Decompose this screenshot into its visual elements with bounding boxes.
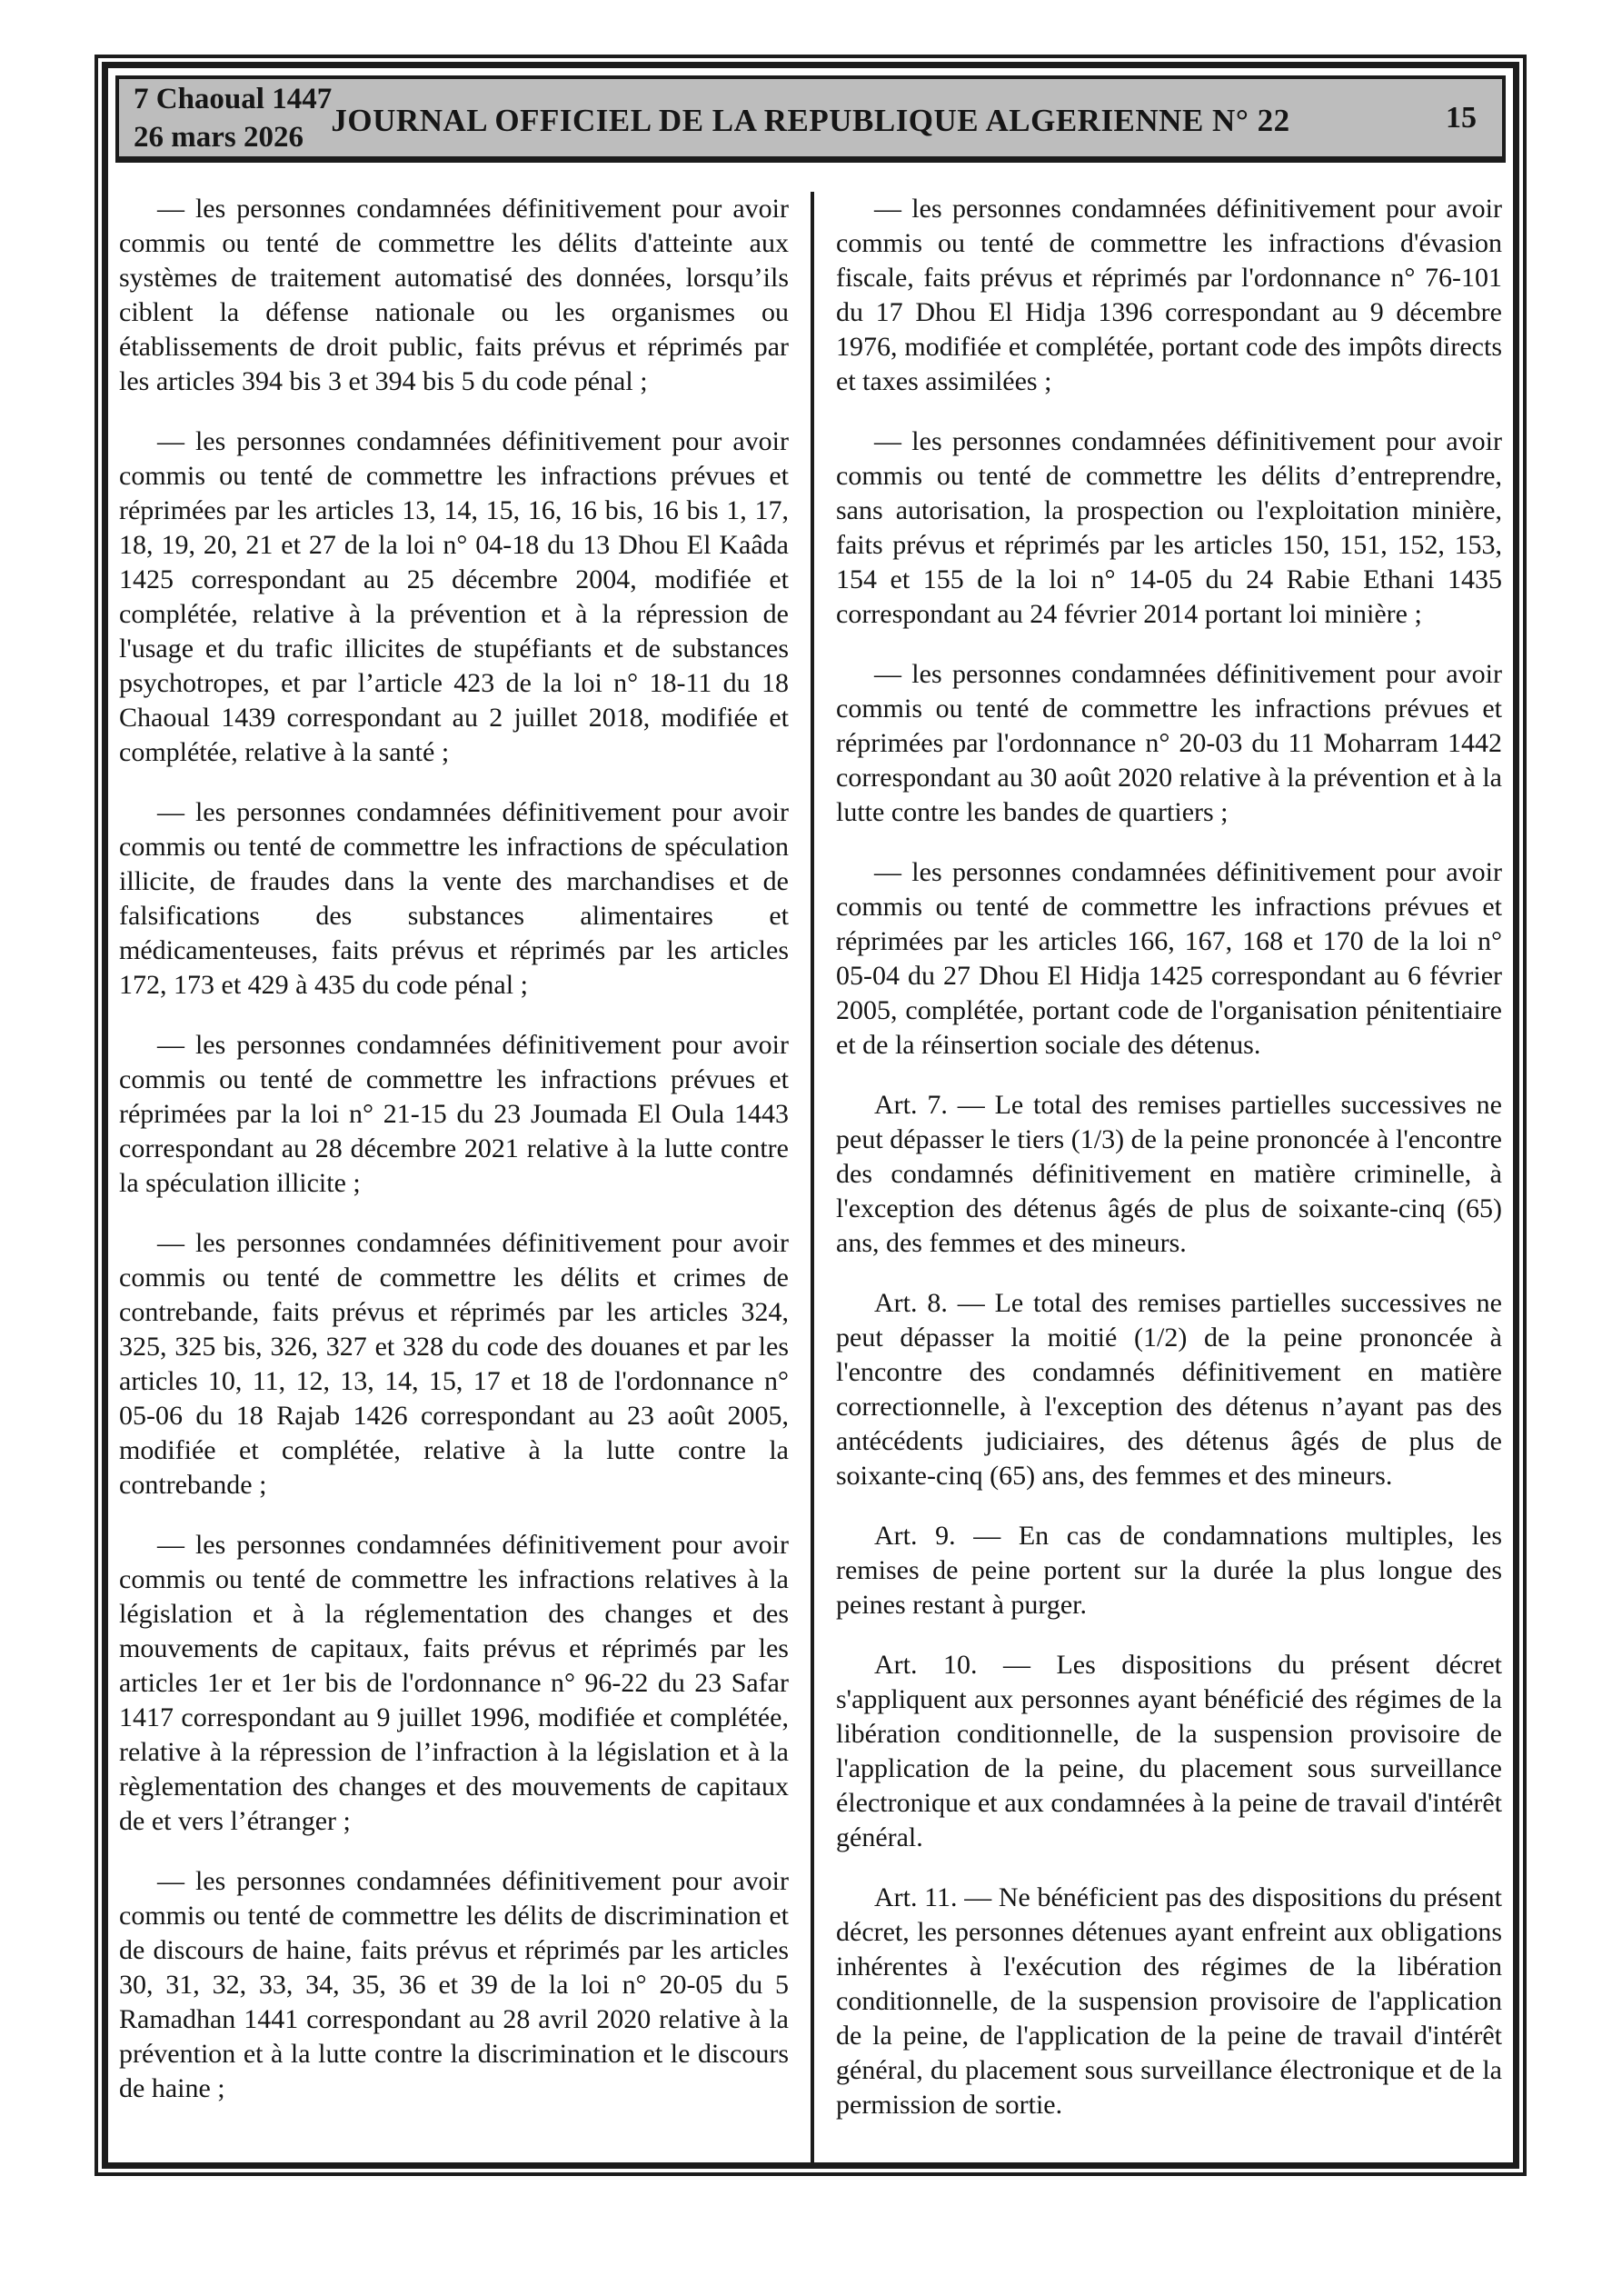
article-paragraph: Art. 9. — En cas de condamnations multiples, les remises de peine portent sur la durée la plus longue des peines restant à purger. [836, 1521, 1502, 1620]
header-date-gregorian: 26 mars 2026 [134, 120, 304, 154]
article-paragraph: Art. 11. — Ne bénéficient pas des dispositions du présent décret, les personnes détenues ayant enfreint aux obligations inhérentes à l'exécution des régimes de la libération conditionnelle, de la suspension provisoire de l'application de la peine, de l'application de la peine de travail d'intérêt général, du placement sous surveillance électronique et de la permission de sortie. [836, 1882, 1502, 2120]
bullet-paragraph: — les personnes condamnées définitivement pour avoir commis ou tenté de commettre les délits d'atteinte aux systèmes de traitement automatisé des données, lorsqu’ils ciblent la défense nationale ou les organismes ou établissements de droit public, faits prévus et réprimés par les articles 394 bis 3 et 394 bis 5 du code pénal ; [119, 194, 789, 396]
page-frame-inner [102, 62, 1519, 2169]
right-column [811, 192, 1513, 2162]
header-dates [119, 80, 332, 156]
bullet-paragraph: — les personnes condamnées définitivement pour avoir commis ou tenté de commettre les infractions prévues et réprimées par la loi n° 21-15 du 23 Joumada El Oula 1443 correspondant au 28 décembre 2021 relative à la lutte contre la spéculation illicite ; [119, 1030, 789, 1198]
bullet-paragraph: — les personnes condamnées définitivement pour avoir commis ou tenté de commettre les infractions prévues et réprimées par l'ordonnance n° 20-03 du 11 Moharram 1442 correspondant au 30 août 2020 relative à la prévention et à la lutte contre les bandes de quartiers ; [836, 659, 1502, 827]
body-columns [108, 192, 1513, 2162]
bullet-paragraph: — les personnes condamnées définitivement pour avoir commis ou tenté de commettre les infractions de spéculation illicite, de fraudes dans la vente des marchandises et de falsifications des substances alimentaires et médicamenteuses, faits prévus et réprimés par les articles 172, 173 et 429 à 435 du code pénal ; [119, 797, 789, 1000]
bullet-paragraph: — les personnes condamnées définitivement pour avoir commis ou tenté de commettre les infractions d'évasion fiscale, faits prévus et réprimés par l'ordonnance n° 76-101 du 17 Dhou El Hidja 1396 correspondant au 9 décembre 1976, modifiée et complétée, portant code des impôts directs et taxes assimilées ; [836, 194, 1502, 396]
page-header [115, 75, 1506, 163]
page-frame [95, 55, 1527, 2176]
journal-title: JOURNAL OFFICIEL DE LA REPUBLIQUE ALGERIENNE N° 22 [331, 102, 1290, 138]
header-date-hijri: 7 Chaoual 1447 [134, 82, 333, 115]
article-paragraph: Art. 7. — Le total des remises partielles successives ne peut dépasser le tiers (1/3) de la peine prononcée à l'encontre des condamnés définitivement en matière criminelle, à l'exception des détenus âgés de plus de soixante-cinq (65) ans, des femmes et des mineurs. [836, 1090, 1502, 1258]
article-paragraph: Art. 10. — Les dispositions du présent décret s'appliquent aux personnes ayant bénéficié des régimes de la libération conditionnelle, de la suspension provisoire de l'application de la peine, du placement sous surveillance électronique et aux condamnées à la peine de travail d'intérêt général. [836, 1650, 1502, 1852]
page-number: 15 [1446, 100, 1477, 135]
bullet-paragraph: — les personnes condamnées définitivement pour avoir commis ou tenté de commettre les infractions prévues et réprimées par les articles 13, 14, 15, 16, 16 bis, 16 bis 1, 17, 18, 19, 20, 21 et 27 de la loi n° 04-18 du 13 Dhou El Kaâda 1425 correspondant au 25 décembre 2004, modifiée et complétée, relative à la prévention et à la répression de l'usage et du trafic illicites de stupéfiants et de substances psychotropes, et par l’article 423 de la loi n° 18-11 du 18 Chaoual 1439 correspondant au 2 juillet 2018, modifiée et complétée, relative à la santé ; [119, 426, 789, 767]
bullet-paragraph: — les personnes condamnées définitivement pour avoir commis ou tenté de commettre les délits et crimes de contrebande, faits prévus et réprimés par les articles 324, 325, 325 bis, 326, 327 et 328 du code des douanes et par les articles 10, 11, 12, 13, 14, 15, 17 et 18 de l'ordonnance n° 05-06 du 18 Rajab 1426 correspondant au 23 août 2005, modifiée et complétée, relative à la lutte contre la contrebande ; [119, 1228, 789, 1500]
bullet-paragraph: — les personnes condamnées définitivement pour avoir commis ou tenté de commettre les infractions relatives à la législation et à la réglementation des changes et des mouvements de capitaux, faits prévus et réprimés par les articles 1er et 1er bis de l'ordonnance n° 96-22 du 23 Safar 1417 correspondant au 9 juillet 1996, modifiée et complétée, relative à la répression de l’infraction à la législation et à la règlementation des changes et des mouvements de capitaux de et vers l’étranger ; [119, 1530, 789, 1836]
bullet-paragraph: — les personnes condamnées définitivement pour avoir commis ou tenté de commettre les délits de discrimination et de discours de haine, faits prévus et réprimés par les articles 30, 31, 32, 33, 34, 35, 36 et 39 de la loi n° 20-05 du 5 Ramadhan 1441 correspondant au 28 avril 2020 relative à la prévention et à la lutte contre la discrimination et le discours de haine ; [119, 1866, 789, 2103]
article-paragraph: Art. 8. — Le total des remises partielles successives ne peut dépasser la moitié (1/2) de la peine prononcée à l'encontre des condamnés définitivement en matière correctionnelle, à l'exception des détenus n’ayant pas des antécédents judiciaires, des détenus âgés de plus de soixante-cinq (65) ans, des femmes et des mineurs. [836, 1288, 1502, 1491]
left-column [108, 192, 811, 2162]
bullet-paragraph: — les personnes condamnées définitivement pour avoir commis ou tenté de commettre les infractions prévues et réprimées par les articles 166, 167, 168 et 170 de la loi n° 05-04 du 27 Dhou El Hidja 1425 correspondant au 6 février 2005, complétée, portant code de l'organisation pénitentiaire et de la réinsertion sociale des détenus. [836, 857, 1502, 1060]
bullet-paragraph: — les personnes condamnées définitivement pour avoir commis ou tenté de commettre les délits d’entreprendre, sans autorisation, la prospection ou l'exploitation minière, faits prévus et réprimés par les articles 150, 151, 152, 153, 154 et 155 de la loi n° 14-05 du 24 Rabie Ethani 1435 correspondant au 24 février 2014 portant loi minière ; [836, 426, 1502, 629]
